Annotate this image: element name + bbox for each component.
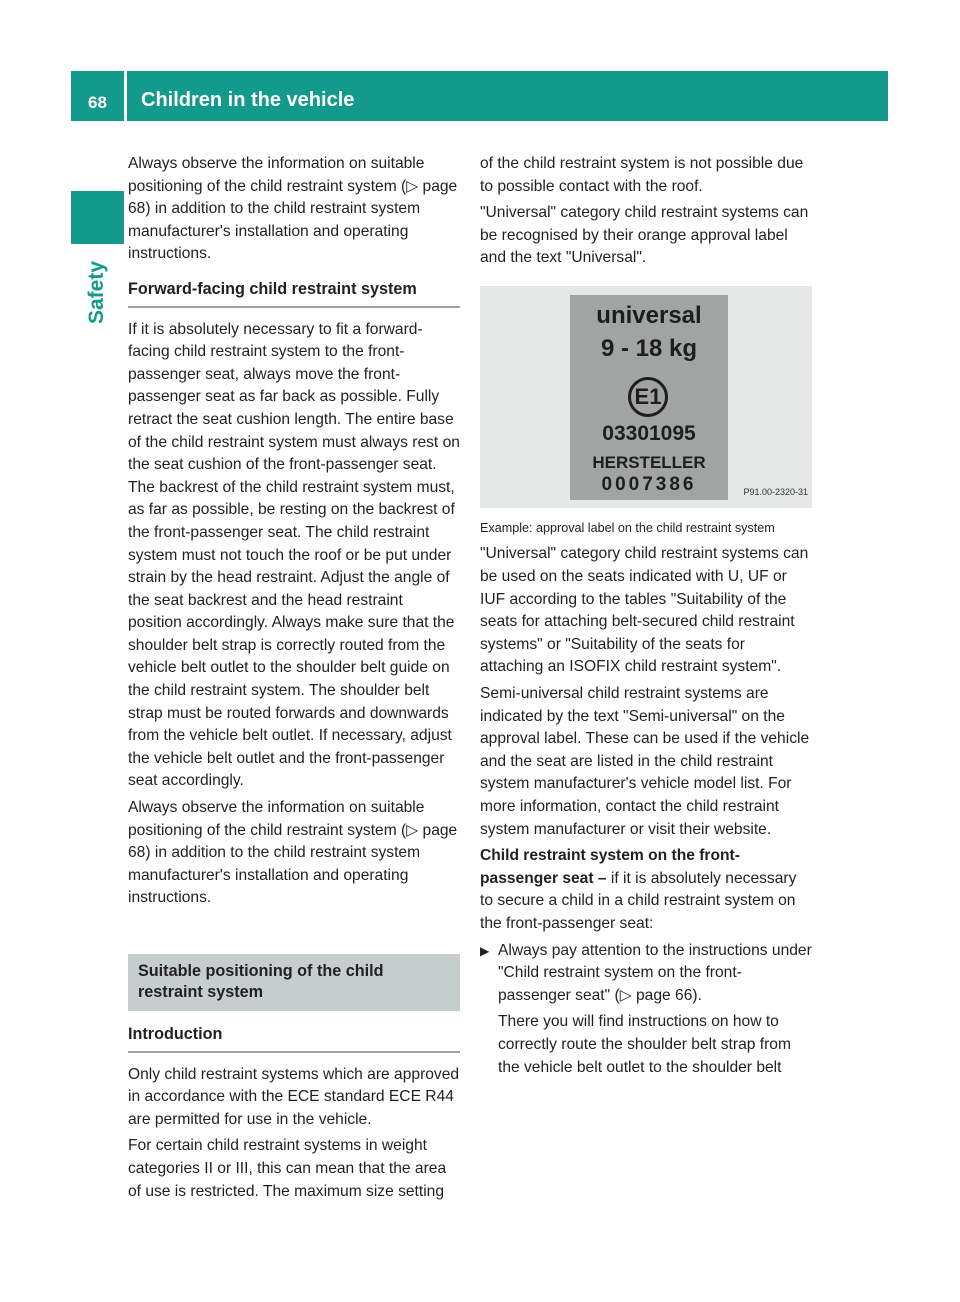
label-universal-text: universal (596, 301, 702, 329)
paragraph (480, 845, 812, 935)
label-manufacturer: HERSTELLER (592, 452, 706, 472)
page-number: 68 (71, 71, 124, 121)
bold-lead: Child restraint system on the front-passenger seat – (480, 847, 740, 887)
paragraph: If it is absolutely necessary to fit a forward-facing child restraint system to the front-passenger seat, always move the front-passenger seat as far back as possible. Fully retract the seat cushion length. The entire base of the child restraint system must always rest on the seat cushion of the front-passenger seat. The backrest of the child restraint system must, as far as possible, be resting on the backrest of the front-passenger seat. The child restraint system must not touch the roof or be put under strain by the head restraint. Adjust the angle of the seat backrest and the head restraint position accordingly. Always make sure that the shoulder belt strap is correctly routed from the vehicle belt outlet to the shoulder belt guide on the child restraint system. The shoulder belt strap must be routed forwards and downwards from the vehicle belt outlet. If necessary, adjust the vehicle belt outlet and the front-passenger seat accordingly. (128, 320, 460, 790)
paragraph-rest: if it is absolutely necessary to secure a child in a child restraint system on the front-passenger seat: (480, 869, 797, 932)
subheading-introduction: Introduction (128, 1023, 460, 1053)
label-weight-text: 9 - 18 kg (600, 334, 698, 362)
paragraph: of the child restraint system is not possible due to possible contact with the roof. (480, 155, 804, 195)
approval-label (570, 295, 728, 500)
bullet-text: Always pay attention to the instructions under "Child restraint system on the front-passenger seat" (▷ page 66). (498, 941, 812, 1004)
approval-label-figure (480, 286, 812, 508)
section-marker (71, 191, 124, 244)
chapter-title: Children in the vehicle (127, 71, 888, 121)
section-title-box: Suitable positioning of the child restraint system (128, 954, 460, 1011)
figure-id: P91.00-2320-31 (743, 487, 808, 498)
paragraph: Always observe the information on suitable positioning of the child restraint system (▷ page 68) in addition to the child restraint system manufacturer's installation and operating instructions. (128, 799, 458, 907)
paragraph: Semi-universal child restraint systems are indicated by the text "Semi-universal" on the approval label. These can be used if the vehicle and the seat are listed in the child restraint system manufacturer's vehicle model list. For more information, contact the child restraint system manufacturer or visit their website. (480, 685, 810, 838)
paragraph: Always observe the information on suitable positioning of the child restraint system (▷ page 68) in addition to the child restraint system manufacturer's installation and operating instructions. (128, 155, 458, 263)
section-side-label: Safety (85, 260, 108, 324)
bullet-item (480, 940, 812, 1008)
bullet-arrow-icon: ▶ (480, 943, 490, 958)
paragraph: For certain child restraint systems in weight categories II or III, this can mean that the area of use is restricted. The maximum size setting (128, 1137, 447, 1200)
figure-caption: Example: approval label on the child restraint system (480, 520, 775, 535)
subheading-forward-facing: Forward-facing child restraint system (128, 278, 460, 308)
right-column (480, 153, 812, 1079)
left-column (128, 153, 460, 1203)
label-approval-number: 03301095 (602, 421, 696, 445)
paragraph: "Universal" category child restraint systems can be recognised by their orange approval label and the text "Universal". (480, 204, 809, 267)
e-mark-icon: E1 (628, 377, 668, 417)
page-header (71, 71, 888, 121)
paragraph: There you will find instructions on how to correctly route the shoulder belt strap from the vehicle belt outlet to the shoulder belt (498, 1013, 791, 1076)
label-serial-code: 0007386 (601, 473, 697, 495)
paragraph: "Universal" category child restraint systems can be used on the seats indicated with U, UF or IUF according to the tables "Suitability of the seats for attaching belt-secured child restraint systems" or "Suitability of the seats for attaching an ISOFIX child restraint system". (480, 545, 809, 676)
paragraph: Only child restraint systems which are approved in accordance with the ECE standard ECE R44 are permitted for use in the vehicle. (128, 1065, 460, 1128)
